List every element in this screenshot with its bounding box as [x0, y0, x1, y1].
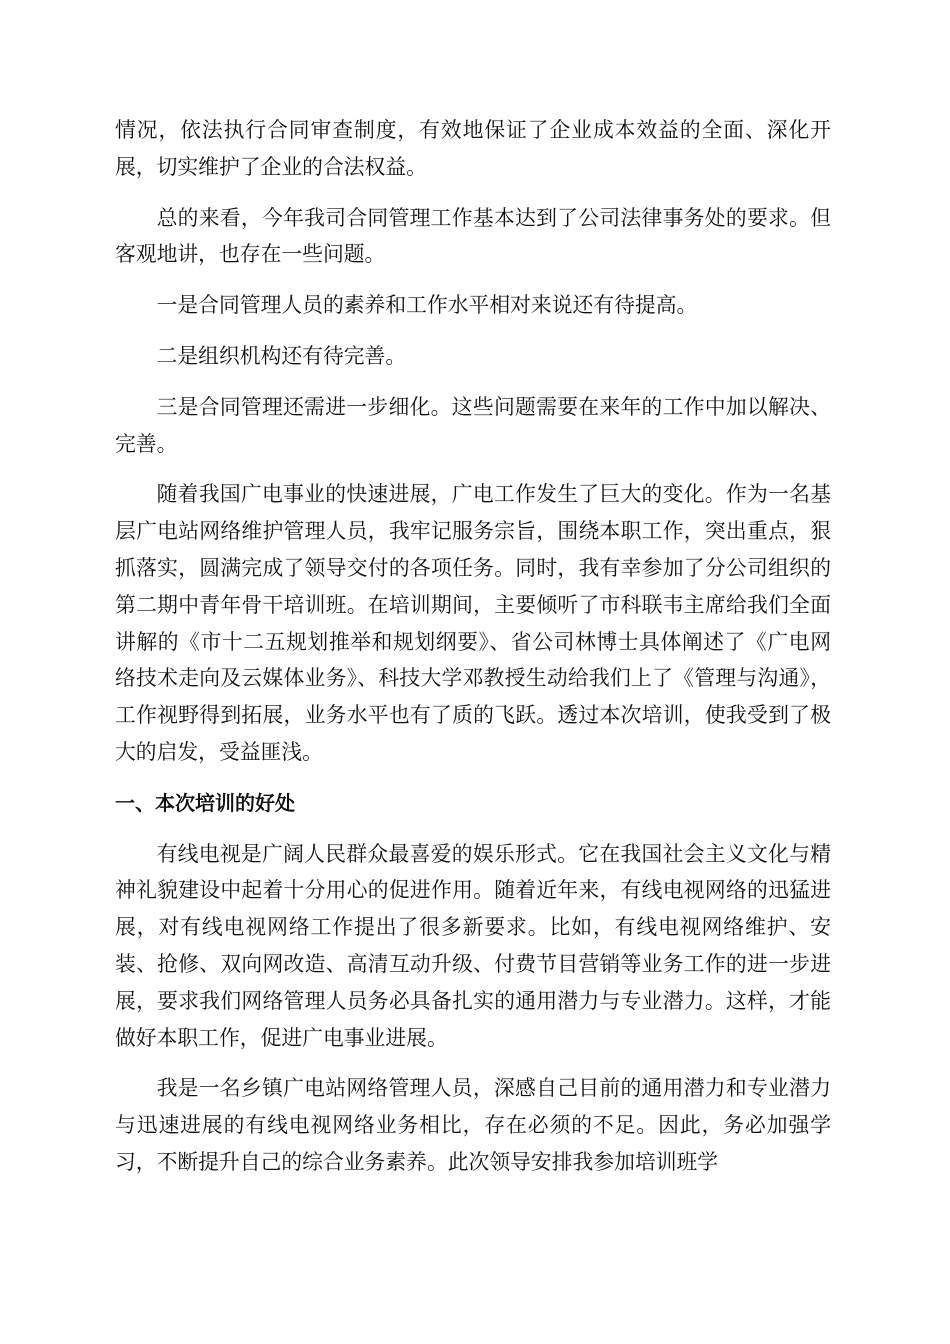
paragraph-issue-three: 三是合同管理还需进一步细化。这些问题需要在来年的工作中加以解决、完善。	[115, 394, 831, 456]
paragraph-contract-review: 情况，依法执行合同审查制度，有效地保证了企业成本效益的全面、深化开展，切实维护了企业的合法权益。	[115, 118, 831, 179]
paragraph-summary: 总的来看，今年我司合同管理工作基本达到了公司法律事务处的要求。但客观地讲，也存在一些问题。	[115, 205, 831, 267]
paragraph-issue-one: 一是合同管理人员的素养和工作水平相对来说还有待提高。	[156, 293, 698, 318]
paragraph-self-assessment: 我是一名乡镇广电站网络管理人员，深感自己目前的通用潜力和专业潜力与迅速进展的有线电视网络业务相比，存在必须的不足。因此，务必加强学习，不断提升自己的综合业务素养。此次领导安排我参加培训班学	[115, 1076, 831, 1174]
paragraph-cable-tv: 有线电视是广阔人民群众最喜爱的娱乐形式。它在我国社会主义文化与精神礼貌建设中起着十分用心的促进作用。随着近年来，有线电视网络的迅猛进展，对有线电视网络工作提出了很多新要求。比如，有线电视网络维护、安装、抢修、双向网改造、高清互动升级、付费节目营销等业务工作的进一步进展，要求我们网络管理人员务必具备扎实的通用潜力与专业潜力。这样，才能做好本职工作，促进广电事业进展。	[115, 841, 831, 1050]
paragraph-training-intro: 随着我国广电事业的快速进展，广电工作发生了巨大的变化。作为一名基层广电站网络维护管理人员，我牢记服务宗旨，围绕本职工作，突出重点，狠抓落实，圆满完成了领导交付的各项任务。同时，我有幸参加了分公司组织的第二期中青年骨干培训班。在培训期间，主要倾听了市科联韦主席给我们全面讲解的《市十二五规划推举和规划纲要》、省公司林博士具体阐述了《广电网络技术走向及云媒体业务》、科技大学邓教授生动给我们上了《管理与沟通》，工作视野得到拓展，业务水平也有了质的飞跃。透过本次培训，使我受到了极大的启发，受益匪浅。	[115, 482, 831, 764]
section-heading: 一、本次培训的好处	[115, 790, 295, 815]
document-page	[115, 112, 831, 1195]
paragraph-issue-two: 二是组织机构还有待完善。	[156, 343, 407, 368]
